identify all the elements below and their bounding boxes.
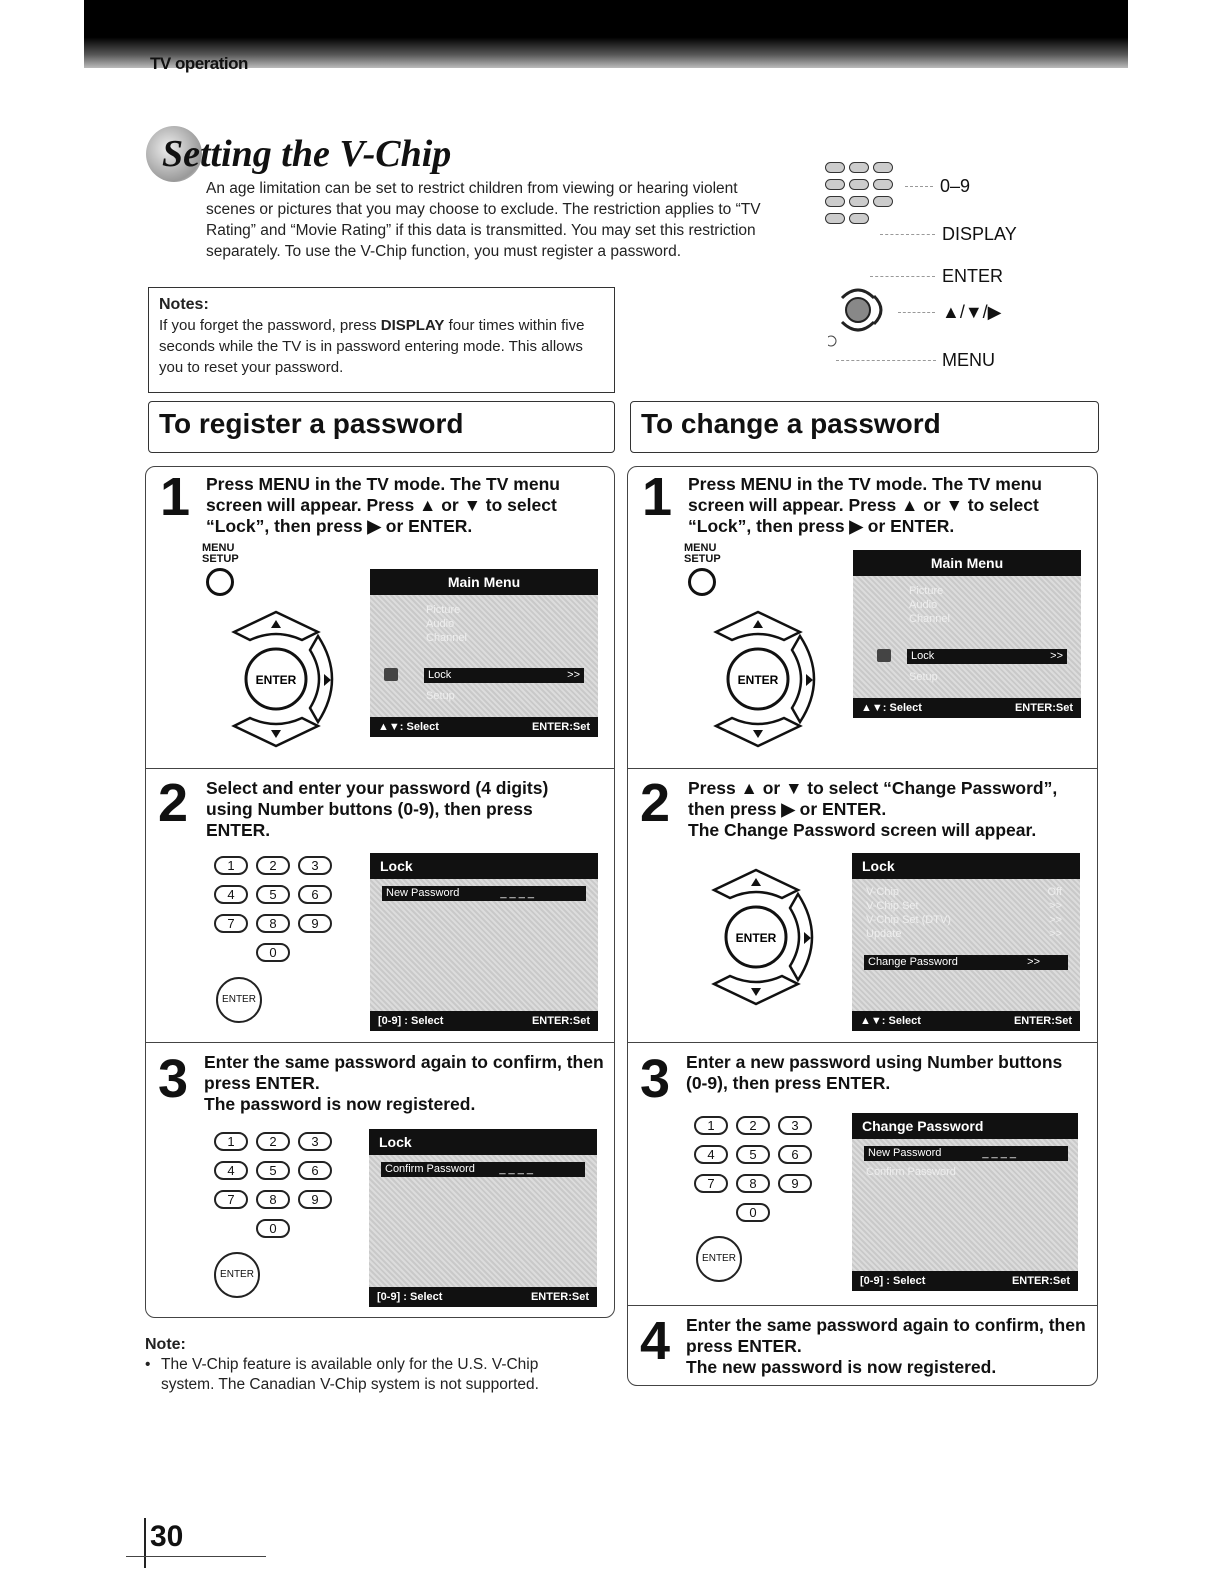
- key-9: 9: [298, 1190, 332, 1209]
- selected-arrow: >>: [567, 669, 580, 681]
- tv-screen-lock: [370, 853, 598, 1031]
- selected-label: Lock: [911, 650, 935, 662]
- selected-item: [424, 668, 584, 683]
- menu-item: Audio: [426, 618, 455, 630]
- tv-screen-lock-menu: [852, 853, 1080, 1031]
- key-1: 1: [214, 856, 248, 875]
- change-heading: To change a password: [630, 401, 1099, 453]
- legend-display: DISPLAY: [942, 224, 1017, 244]
- step-number: 2: [640, 773, 671, 833]
- key-8: 8: [736, 1174, 770, 1193]
- menu-item: Picture: [909, 585, 944, 597]
- key-9: 9: [298, 914, 332, 933]
- footer-left: [0-9] : Select: [378, 1015, 444, 1027]
- section-label: TV operation: [150, 54, 248, 73]
- footnote-bullet: [145, 1355, 585, 1395]
- selected-item: [864, 1146, 1068, 1161]
- key-8: 8: [256, 1190, 290, 1209]
- tv-screen-main-menu: [370, 569, 598, 737]
- item-label: V-Chip Set (DTV): [866, 914, 951, 926]
- menu-button-label: [202, 543, 239, 565]
- step-text: [688, 778, 1078, 841]
- intro-text: An age limitation can be set to restrict children from viewing or hearing violent scenes or pictures that you may choose to exclude. The restriction applies to “TV Rating” and “Movie Rating” if this data is transmitted. You may set this restriction separately. To use the V-Chip function, you must register a password.: [206, 180, 761, 260]
- dpad-icon: [706, 868, 832, 1006]
- key-2: 2: [256, 856, 290, 875]
- key-0: 0: [256, 1219, 290, 1238]
- screen-title: Main Menu: [853, 550, 1081, 576]
- selected-label: Confirm Password: [385, 1163, 475, 1175]
- key-4: 4: [214, 1161, 248, 1180]
- step-number: 1: [160, 467, 191, 527]
- dpad-icon: [226, 610, 352, 748]
- page-number: 30: [150, 1520, 184, 1553]
- step-number: 1: [642, 467, 673, 527]
- key-1: 1: [214, 1132, 248, 1151]
- tv-screen-main-menu: [853, 550, 1081, 718]
- key-7: 7: [214, 914, 248, 933]
- selected-arrow: >>: [1050, 650, 1063, 662]
- selected-item: [382, 886, 586, 901]
- screen-title: Lock: [370, 853, 598, 879]
- lock-icon: [384, 668, 398, 681]
- number-keypad: [214, 856, 338, 966]
- menu-item: Setup: [909, 671, 938, 683]
- key-6: 6: [778, 1145, 812, 1164]
- key-5: 5: [256, 885, 290, 904]
- setup-label: SETUP: [202, 553, 239, 565]
- footer-left: ▲▼: Select: [861, 702, 922, 714]
- legend-0-9: 0–9: [940, 176, 971, 196]
- footer-right: ENTER:Set: [530, 1291, 589, 1303]
- step-text: Select and enter your password (4 digits) using Number buttons (0-9), then press ENTER.: [206, 778, 549, 840]
- menu-item: Picture: [426, 604, 461, 616]
- selected-item: [381, 1162, 585, 1177]
- page-title: Setting the V-Chip: [162, 133, 452, 175]
- notes-body: [159, 315, 604, 378]
- footer-right: ENTER:Set: [1014, 702, 1073, 714]
- remote-mini-dpad-icon: [828, 280, 898, 350]
- menu-label: MENU: [684, 542, 717, 554]
- menu-label: MENU: [202, 542, 235, 554]
- menu-item: [866, 913, 1062, 927]
- screen-title: Lock: [852, 853, 1080, 879]
- key-7: 7: [694, 1174, 728, 1193]
- footnote-heading: Note:: [145, 1336, 186, 1353]
- key-3: 3: [298, 856, 332, 875]
- footer-right: ENTER:Set: [1011, 1275, 1070, 1287]
- bullet-icon: •: [145, 1356, 151, 1373]
- footer-left: [0-9] : Select: [860, 1275, 926, 1287]
- key-5: 5: [736, 1145, 770, 1164]
- legend-menu: MENU: [942, 350, 995, 370]
- selected-label: Change Password: [868, 956, 958, 968]
- footer-left: ▲▼: Select: [860, 1015, 921, 1027]
- lock-items: [866, 885, 1062, 941]
- step-text-main: Press ▲ or ▼ to select “Change Password”, then press ▶ or ENTER.: [688, 778, 1058, 819]
- notes-bold: DISPLAY: [380, 317, 445, 334]
- key-0: 0: [736, 1203, 770, 1222]
- item-label: V-Chip: [866, 886, 900, 898]
- key-3: 3: [298, 1132, 332, 1151]
- menu-button-label: [684, 543, 721, 565]
- enter-button-icon: ENTER: [696, 1236, 742, 1282]
- screen-title: Main Menu: [370, 569, 598, 595]
- step-text: Press MENU in the TV mode. The TV menu screen will appear. Press ▲ or ▼ to select “Lock”, then press ▶ or ENTER.: [206, 474, 560, 536]
- tv-screen-lock-confirm: [369, 1129, 597, 1307]
- screen-footer: [852, 1271, 1078, 1291]
- key-0: 0: [256, 943, 290, 962]
- password-placeholder: _ _ _ _: [982, 1147, 1016, 1159]
- svg-text:ENTER: ENTER: [737, 673, 779, 687]
- step-text: [204, 1052, 604, 1115]
- key-1: 1: [694, 1116, 728, 1135]
- menu-item: Channel: [426, 632, 467, 644]
- key-6: 6: [298, 885, 332, 904]
- item-value: >>: [1049, 928, 1062, 940]
- selected-item: [864, 955, 1068, 970]
- menu-button-icon: [688, 568, 716, 596]
- item-value: Off: [1047, 886, 1062, 898]
- footer-right: ENTER:Set: [1013, 1015, 1072, 1027]
- key-7: 7: [214, 1190, 248, 1209]
- menu-item: [866, 899, 1062, 913]
- screen-footer: [370, 717, 598, 737]
- legend-enter: ENTER: [942, 266, 1004, 286]
- remote-mini: [825, 162, 905, 232]
- item-label: V-Chip Set: [866, 900, 919, 912]
- password-placeholder: _ _ _ _: [500, 887, 534, 899]
- legend-arrows: ▲/▼/▶: [942, 302, 1002, 322]
- menu-item: Confirm Password: [866, 1166, 956, 1178]
- step-number: 4: [640, 1311, 671, 1371]
- menu-item: Setup: [426, 690, 455, 702]
- step-text-sub: The password is now registered.: [204, 1094, 476, 1114]
- menu-item: Channel: [909, 613, 950, 625]
- key-2: 2: [736, 1116, 770, 1135]
- step-text-sub: The Change Password screen will appear.: [688, 820, 1037, 840]
- step-text-sub: The new password is now registered.: [686, 1357, 997, 1377]
- footer-left: ▲▼: Select: [378, 721, 439, 733]
- screen-footer: [852, 1011, 1080, 1031]
- number-keypad: [694, 1116, 818, 1226]
- step-text-main: Enter the same password again to confirm, then press ENTER.: [686, 1315, 1086, 1356]
- key-4: 4: [694, 1145, 728, 1164]
- footer-left: [0-9] : Select: [377, 1291, 443, 1303]
- menu-item: [866, 885, 1062, 899]
- enter-button-icon: ENTER: [214, 1252, 260, 1298]
- selected-item: [907, 649, 1067, 664]
- step-text: Enter a new password using Number buttons (0-9), then press ENTER.: [686, 1052, 1063, 1093]
- item-value: >>: [1049, 900, 1062, 912]
- tv-screen-change-password: [852, 1113, 1078, 1291]
- selected-label: New Password: [868, 1147, 942, 1159]
- step-text-main: Enter the same password again to confirm, then press ENTER.: [204, 1052, 604, 1093]
- page-underline: [126, 1556, 266, 1557]
- step-number: 3: [640, 1049, 671, 1109]
- footnote-text: The V-Chip feature is available only for the U.S. V-Chip system. The Canadian V-Chip system is not supported.: [161, 1356, 539, 1393]
- key-9: 9: [778, 1174, 812, 1193]
- key-6: 6: [298, 1161, 332, 1180]
- screen-footer: [853, 698, 1081, 718]
- notes-box: [148, 287, 615, 393]
- password-placeholder: _ _ _ _: [499, 1163, 533, 1175]
- key-4: 4: [214, 885, 248, 904]
- menu-button-icon: [206, 568, 234, 596]
- item-label: Update: [866, 928, 902, 940]
- key-5: 5: [256, 1161, 290, 1180]
- key-2: 2: [256, 1132, 290, 1151]
- item-value: >>: [1049, 914, 1062, 926]
- screen-title: Change Password: [852, 1113, 1078, 1139]
- menu-item: [866, 927, 1062, 941]
- step-text: Press MENU in the TV mode. The TV menu screen will appear. Press ▲ or ▼ to select “Lock”, then press ▶ or ENTER.: [688, 474, 1042, 536]
- number-keypad: [214, 1132, 338, 1242]
- footnote: [145, 1335, 585, 1395]
- screen-footer: [370, 1011, 598, 1031]
- svg-text:ENTER: ENTER: [255, 673, 297, 687]
- step-text: [686, 1315, 1086, 1378]
- setup-label: SETUP: [684, 553, 721, 565]
- footer-right: ENTER:Set: [531, 721, 590, 733]
- notes-text-2: four times within five seconds while the TV is in password entering mode. This allows you to reset your password.: [159, 317, 585, 376]
- notes-text: If you forget the password, press: [159, 317, 381, 334]
- register-heading: To register a password: [148, 401, 615, 453]
- lock-icon: [877, 649, 891, 662]
- menu-item: Audio: [909, 599, 938, 611]
- selected-arrow: >>: [1027, 956, 1040, 968]
- selected-label: Lock: [428, 669, 452, 681]
- screen-footer: [369, 1287, 597, 1307]
- enter-button-icon: ENTER: [216, 977, 262, 1023]
- page-rule: [144, 1518, 146, 1568]
- footer-right: ENTER:Set: [531, 1015, 590, 1027]
- step-number: 2: [158, 773, 189, 833]
- selected-label: New Password: [386, 887, 460, 899]
- step-number: 3: [158, 1049, 189, 1109]
- key-3: 3: [778, 1116, 812, 1135]
- notes-heading: Notes:: [159, 296, 209, 313]
- svg-text:ENTER: ENTER: [735, 931, 777, 945]
- screen-title: Lock: [369, 1129, 597, 1155]
- key-8: 8: [256, 914, 290, 933]
- dpad-icon: [708, 610, 834, 748]
